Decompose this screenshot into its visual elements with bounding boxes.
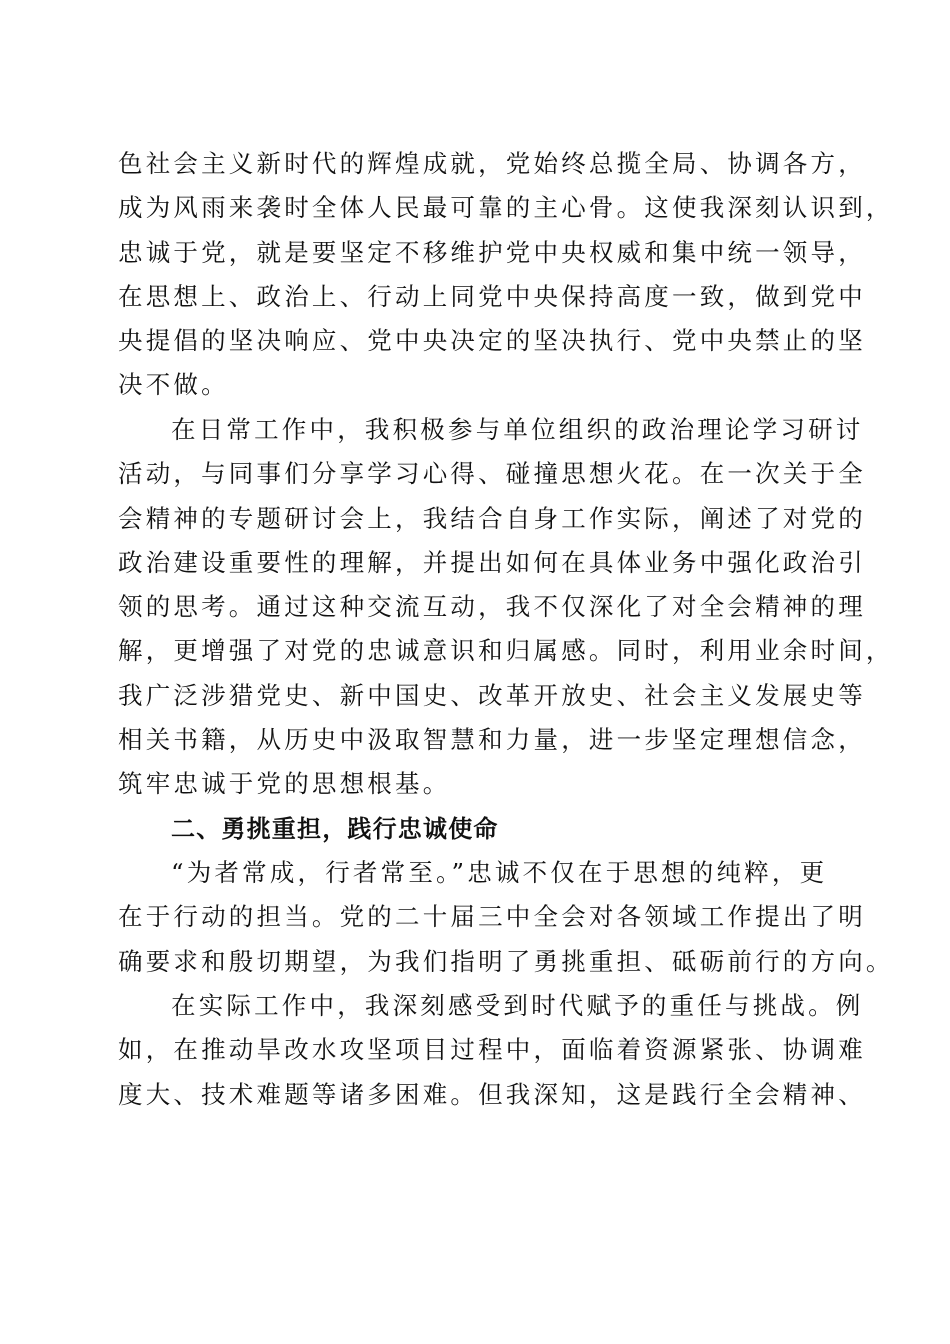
paragraph-continuation xyxy=(118,142,894,408)
text-line: 我广泛涉猎党史、新中国史、改革开放史、社会主义发展史等 xyxy=(118,680,866,710)
text-line: 领的思考。通过这种交流互动，我不仅深化了对全会精神的理 xyxy=(118,592,866,622)
text-line: 在日常工作中，我积极参与单位组织的政治理论学习研讨 xyxy=(171,415,864,444)
text-line: 会精神的专题研讨会上，我结合自身工作实际，阐述了对党的 xyxy=(118,503,866,533)
text-line: 忠诚于党，就是要坚定不移维护党中央权威和集中统一领导， xyxy=(118,237,866,267)
text-line: 解，更增强了对党的忠诚意识和归属感。同时，利用业余时间， xyxy=(118,636,894,666)
text-line: 确要求和殷切期望，为我们指明了勇挑重担、砥砺前行的方向。 xyxy=(118,946,894,976)
text-line: 筑牢忠诚于党的思想根基。 xyxy=(118,769,451,799)
text-line: 度大、技术难题等诸多困难。但我深知，这是践行全会精神、 xyxy=(118,1079,866,1109)
text-line: 如，在推动旱改水攻坚项目过程中，面临着资源紧张、协调难 xyxy=(118,1035,866,1065)
paragraph-daily-work xyxy=(118,408,894,807)
text-line: 央提倡的坚决响应、党中央决定的坚决执行、党中央禁止的坚 xyxy=(118,326,866,356)
section-heading: 二、勇挑重担，践行忠诚使命 xyxy=(171,815,499,843)
text-line: 政治建设重要性的理解，并提出如何在具体业务中强化政治引 xyxy=(118,547,866,577)
text-line: 色社会主义新时代的辉煌成就，党始终总揽全局、协调各方， xyxy=(118,149,866,178)
text-line: 相关书籍，从历史中汲取智慧和力量，进一步坚定理想信念， xyxy=(118,725,866,755)
text-line: 在思想上、政治上、行动上同党中央保持高度一致，做到党中 xyxy=(118,281,866,311)
section-heading-block xyxy=(118,807,838,851)
text-line: 在于行动的担当。党的二十届三中全会对各领域工作提出了明 xyxy=(118,902,866,932)
paragraph-practice xyxy=(118,984,866,1117)
text-line: 活动，与同事们分享学习心得、碰撞思想火花。在一次关于全 xyxy=(118,459,866,489)
text-line: 决不做。 xyxy=(118,370,229,400)
text-line: 在实际工作中，我深刻感受到时代赋予的重任与挑战。例 xyxy=(171,991,864,1020)
paragraph-quote xyxy=(118,851,894,984)
text-line: 成为风雨来袭时全体人民最可靠的主心骨。这使我深刻认识到， xyxy=(118,193,894,223)
text-line: “为者常成，行者常至。”忠诚不仅在于思想的纯粹，更 xyxy=(171,858,828,887)
